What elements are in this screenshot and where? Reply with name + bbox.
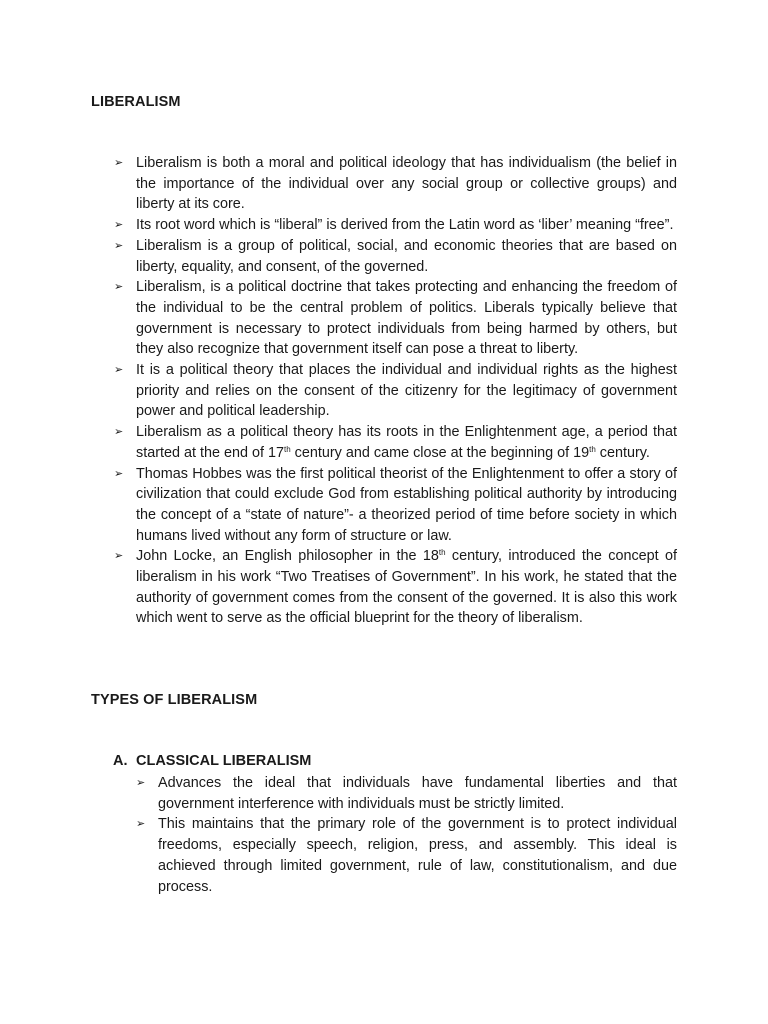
liberalism-bullet-list: [114, 153, 677, 629]
arrowhead-bullet-icon: ➢: [114, 239, 124, 252]
list-item-text: Liberalism, is a political doctrine that takes protecting and enhancing the freedom of the individual to be the central problem of politics. Liberals typically believe that government is necessary to protect individuals from being harmed by others, but they also recognize that government itself can pose a threat to liberty.: [136, 279, 677, 358]
list-item-text: Advances the ideal that individuals have fundamental liberties and that government interference with individuals must be strictly limited.: [158, 775, 677, 812]
list-item-text: Liberalism as a political theory has its roots in the Enlightenment age, a period that started at the end of 17th century and came close at the beginning of 19th century.: [136, 424, 677, 461]
arrowhead-bullet-icon: ➢: [114, 550, 124, 563]
list-item-text: Liberalism is a group of political, social, and economic theories that are based on liberty, equality, and consent, of the governed.: [136, 237, 677, 275]
list-item-text: Liberalism is both a moral and political ideology that has individualism (the belief in the importance of the individual over any social group or collective groups) and liberty at its core.: [136, 155, 677, 213]
types-heading: TYPES OF LIBERALISM: [91, 692, 258, 708]
list-item: [114, 215, 677, 236]
arrowhead-bullet-icon: ➢: [114, 219, 124, 232]
list-item: [136, 814, 677, 897]
list-item: [114, 464, 677, 547]
list-item: [114, 422, 677, 463]
list-item-text: John Locke, an English philosopher in the 18th century, introduced the concept of liberalism in his work “Two Treatises of Government”. In his work, he stated that the authority of government comes from the consent of the governed. It is also this work which went to serve as the official blueprint for the theory of liberalism.: [136, 548, 677, 627]
arrowhead-bullet-icon: ➢: [114, 364, 124, 377]
list-item-text: It is a political theory that places the individual and individual rights as the highest priority and relies on the consent of the citizenry for the legitimacy of government power and political leadership.: [136, 362, 677, 420]
arrowhead-bullet-icon: ➢: [114, 426, 124, 439]
section-a-heading: [113, 753, 311, 769]
arrowhead-bullet-icon: ➢: [114, 157, 124, 169]
section-a-title: CLASSICAL LIBERALISM: [136, 753, 312, 769]
list-item-text: Thomas Hobbes was the first political theorist of the Enlightenment to offer a story of civilization that could exclude God from establishing political authority by introducing the concept of a “state of nature”- a theorized period of time before society in which humans lived without any form of structure or law.: [136, 465, 677, 544]
list-item: [114, 277, 677, 360]
list-item: [114, 546, 677, 629]
page-title: LIBERALISM: [91, 94, 181, 110]
classical-liberalism-bullet-list: [136, 773, 677, 897]
list-item: [136, 773, 677, 814]
arrowhead-bullet-icon: ➢: [114, 467, 124, 480]
arrowhead-bullet-icon: ➢: [114, 281, 124, 294]
list-item-text: This maintains that the primary role of the government is to protect individual freedoms, especially speech, religion, press, and assembly. This ideal is achieved through limited government, rule of law, constitutionalism, and due process.: [158, 816, 677, 895]
list-item: [114, 236, 677, 277]
section-a-letter: A.: [113, 753, 128, 769]
list-item: [114, 360, 677, 422]
arrowhead-bullet-icon: ➢: [136, 777, 146, 789]
arrowhead-bullet-icon: ➢: [136, 818, 146, 831]
list-item-text: Its root word which is “liberal” is derived from the Latin word as ‘liber’ meaning “free”.: [136, 217, 674, 234]
list-item: [114, 153, 677, 215]
